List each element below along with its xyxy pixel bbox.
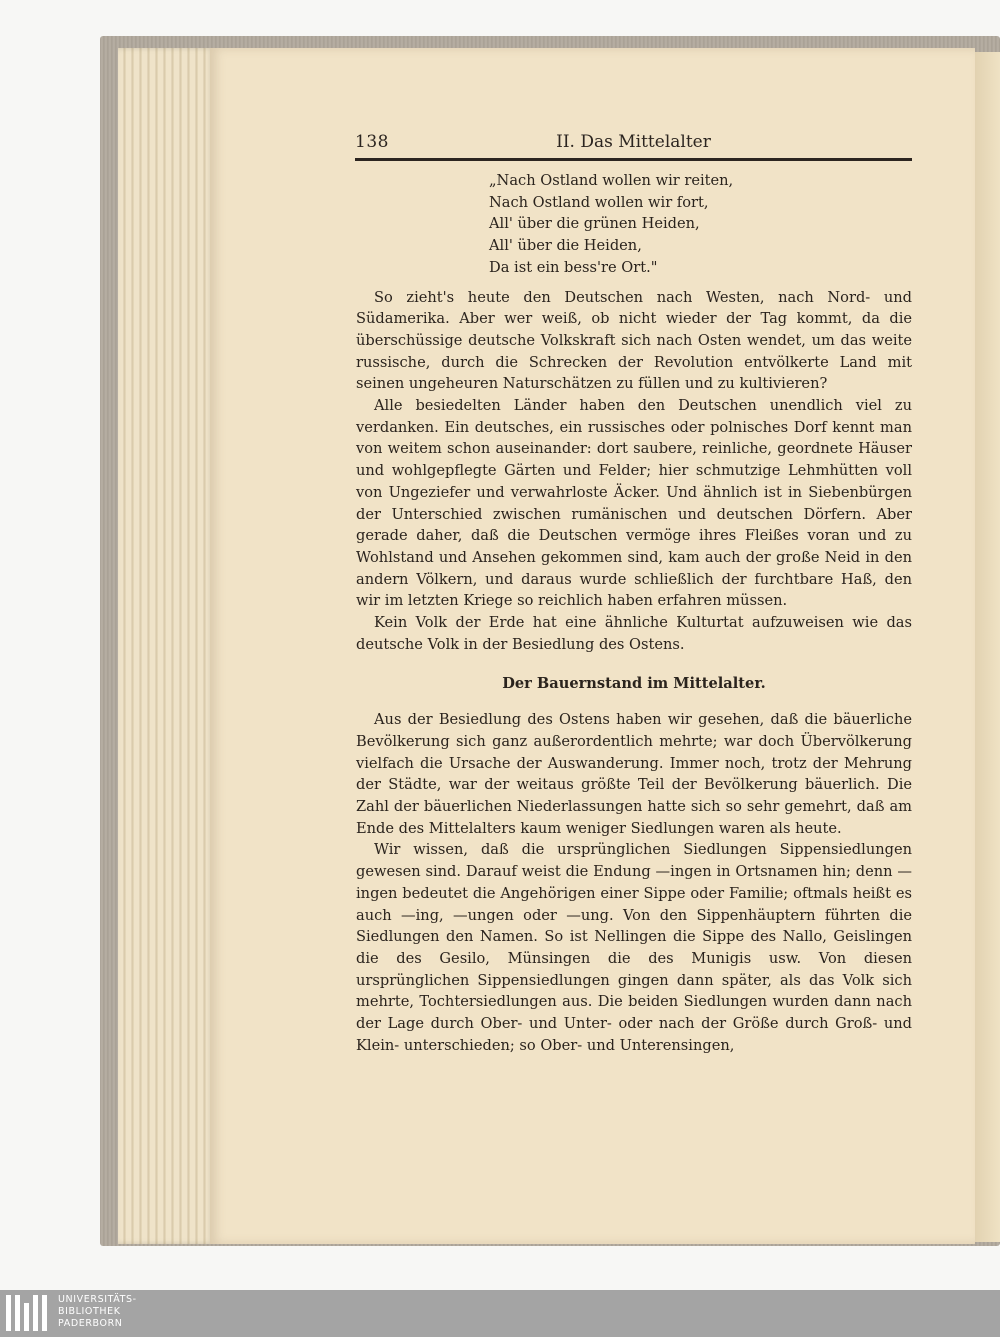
logo-line: BIBLIOTHEK [58,1306,121,1317]
poem-line: Da ist ein bess're Ort." [489,258,658,276]
library-logo-text [58,1294,137,1330]
section-heading: Der Bauernstand im Mittelalter. [502,675,766,693]
body-text [356,170,912,1056]
poem-line: All' über die Heiden, [489,237,642,255]
poem-line: Nach Ostland wollen wir fort, [489,193,709,211]
logo-line: UNIVERSITÄTS- [58,1294,137,1305]
facing-page-edge [975,52,1000,1242]
chapter-title: II. Das Mittelalter [556,132,711,152]
page-number: 138 [355,132,389,152]
paragraph: So zieht's heute den Deutschen nach Westen, nach Nord- und Südamerika. Aber wer weiß, ob nicht wieder der Tag kommt, da die überschüssige deutsche Volkskraft sich nach Osten wendet, um das weite russische, durch die Schrecken der Revolution entvölkerte Land mit seinen ungeheuren Naturschätzen zu füllen und zu kultivieren? [356,288,912,393]
poem-line: All' über die grünen Heiden, [489,215,700,233]
poem [489,170,912,279]
running-head [355,130,912,161]
poem-line: „Nach Ostland wollen wir reiten, [489,172,734,189]
library-footer [0,1290,1000,1337]
logo-line: PADERBORN [58,1318,123,1329]
library-logo-icon [6,1295,48,1331]
paragraph: Wir wissen, daß die ursprünglichen Siedlungen Sippensiedlungen gewesen sind. Darauf weist die Endung —ingen in Ortsnamen hin; denn —ingen bedeutet die Angehörigen einer Sippe oder Familie; oftmals heißt es auch —ing, —ungen oder —ung. Von den Sippenhäuptern führten die Siedlungen den Namen. So ist Nellingen die Sippe des Nallo, Geislingen die des Gesilo, Münsingen die des Munigis usw. Von diesen ursprünglichen Sippensiedlungen gingen dann später, als das Volk sich mehrte, Tochtersiedlungen aus. Die beiden Siedlungen wurden dann nach der Lage durch Ober- und Unter- oder nach der Größe durch Groß- und Klein- unterschieden; so Ober- und Unterensingen, [356,841,912,1054]
paragraph: Alle besiedelten Länder haben den Deutschen unendlich viel zu verdanken. Ein deutsches, ein russisches oder polnisches Dorf kennt man von weitem schon auseinander: dort saubere, reinliche, geordnete Häuser und wohlgepflegte Gärten und Felder; hier schmutzige Lehmhütten voll von Ungeziefer und verwahrloste Äcker. Und ähnlich ist in Siebenbürgen der Unterschied zwischen rumänischen und deutschen Dörfern. Aber gerade daher, daß die Deutschen vermöge ihres Fleißes voran und zu Wohlstand und Ansehen gekommen sind, kam auch der große Neid in den andern Völkern, und daraus wurde schließlich der furchtbare Haß, den wir im letzten Kriege so reichlich haben erfahren müssen. [356,397,912,610]
paragraph: Aus der Besiedlung des Ostens haben wir gesehen, daß die bäuerliche Bevölkerung sich ganz außerordentlich mehrte; war doch Übervölkerung vielfach die Ursache der Auswanderung. Immer noch, trotz der Mehrung der Städte, war der weitaus größte Teil der Bevölkerung bäuerlich. Die Zahl der bäuerlichen Niederlassungen hatte sich so sehr gemehrt, daß am Ende des Mittelalters kaum weniger Siedlungen waren als heute. [356,711,912,837]
paragraph: Kein Volk der Erde hat eine ähnliche Kulturtat aufzuweisen wie das deutsche Volk in der Besiedlung des Ostens. [356,614,912,653]
page-edges [118,48,214,1244]
